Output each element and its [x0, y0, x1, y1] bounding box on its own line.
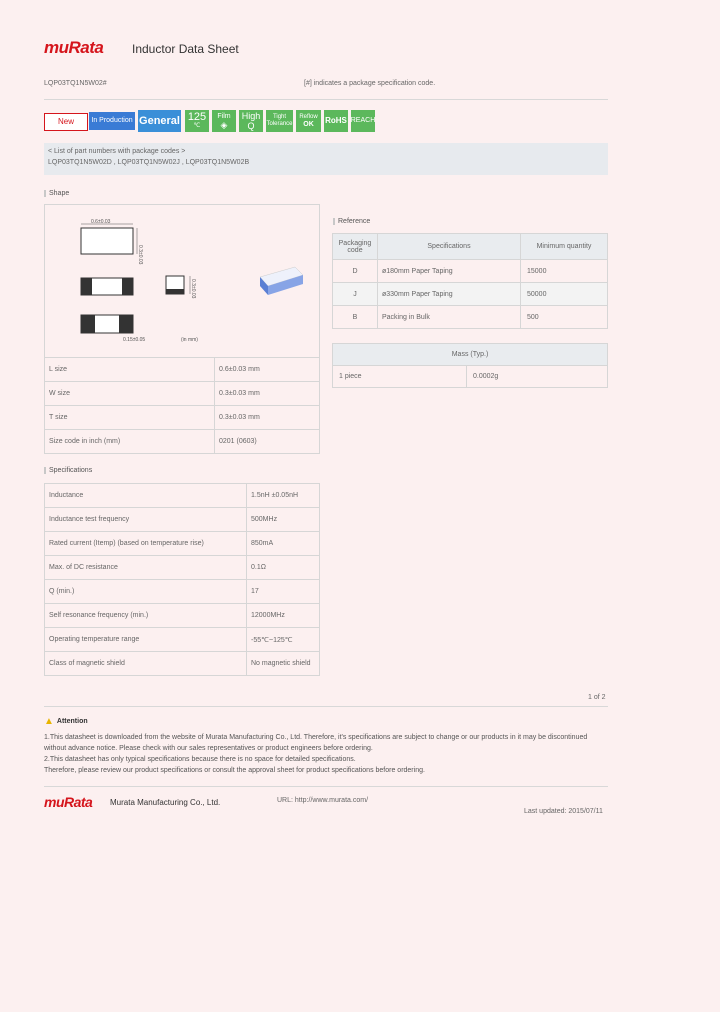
spec-name: Rated current (Itemp) (based on temperature rise) [45, 532, 247, 556]
attention-line: 1.This datasheet is downloaded from the website of Murata Manufacturing Co., Ltd. Therefore, it's specifications are subject to change or our products in it may be discontinued [44, 734, 588, 741]
temperature-value: 125 [187, 111, 207, 123]
mass-label: 1 piece [333, 366, 467, 388]
packaging-code: J [333, 283, 378, 306]
attention-text [44, 732, 610, 776]
mass-value: 0.0002g [467, 366, 608, 388]
packaging-code: B [333, 306, 378, 329]
mass-table [332, 343, 608, 388]
shape-row-name: L size [45, 358, 215, 382]
warning-icon: ▲ [44, 716, 54, 727]
top-view [81, 228, 133, 254]
package-list-label: < List of part numbers with package codes > [48, 148, 186, 155]
company-name: Murata Manufacturing Co., Ltd. [110, 798, 221, 807]
packaging-qty: 50000 [521, 283, 608, 306]
attention-line: Therefore, please review our product specifications or consult the approval sheet for product specifications before ordering. [44, 767, 425, 774]
spec-value: -55℃~125℃ [247, 628, 320, 652]
footer-divider [44, 786, 608, 787]
tight-tolerance-badge [266, 110, 293, 132]
spec-value: 500MHz [247, 508, 320, 532]
packaging-qty: 15000 [521, 260, 608, 283]
murata-logo: muRata [44, 38, 104, 57]
production-badge: In Production [89, 112, 135, 130]
dim-unit-label: (in mm) [181, 337, 198, 343]
spec-name: Max. of DC resistance [45, 556, 247, 580]
packaging-spec: Packing in Bulk [378, 306, 521, 329]
shape-row-value: 0.6±0.03 mm [215, 358, 320, 382]
packaging-spec: ø330mm Paper Taping [378, 283, 521, 306]
reflow-ok-badge [296, 110, 321, 132]
new-badge: New [44, 113, 88, 131]
attention-line: 2.This datasheet has only typical specifications because there is no space for detailed specifications. [44, 756, 356, 763]
table-row [45, 652, 320, 676]
shape-row-name: Size code in inch (mm) [45, 430, 215, 454]
attention-line: without advance notice. Please check with our sales representatives or product engineers before ordering. [44, 745, 373, 752]
header-divider [44, 99, 608, 100]
shape-drawing [44, 204, 320, 358]
spec-value: 0.1Ω [247, 556, 320, 580]
packaging-qty: 500 [521, 306, 608, 329]
last-updated: Last updated: 2015/07/11 [524, 808, 603, 815]
part-number: LQP03TQ1N5W02# [44, 80, 107, 87]
reflow-label: Reflow [299, 114, 318, 120]
dim-side-label: 0.3±0.03 [137, 245, 143, 265]
spec-name: Operating temperature range [45, 628, 247, 652]
table-row [333, 283, 608, 306]
page-number: 1 of 2 [588, 694, 606, 701]
spec-name: Inductance test frequency [45, 508, 247, 532]
reference-header: Specifications [378, 234, 521, 260]
package-list-box [44, 143, 608, 175]
table-row [45, 556, 320, 580]
spec-name: Class of magnetic shield [45, 652, 247, 676]
temperature-unit: ℃ [193, 123, 201, 129]
shape-table [44, 357, 320, 454]
company-url[interactable]: URL: http://www.murata.com/ [277, 797, 369, 804]
attention-heading [44, 716, 88, 727]
shape-row-name: W size [45, 382, 215, 406]
dim-top-label: 0.6±0.03 [91, 219, 111, 225]
temperature-badge [185, 110, 209, 132]
page-title: Inductor Data Sheet [132, 42, 239, 56]
spec-value: 12000MHz [247, 604, 320, 628]
spec-value: 850mA [247, 532, 320, 556]
attention-title: Attention [56, 718, 88, 725]
shape-row-value: 0201 (0603) [215, 430, 320, 454]
attention-divider [44, 706, 608, 707]
footer-logo: muRata [44, 794, 93, 810]
film-label: Film [217, 113, 231, 120]
table-row [333, 306, 608, 329]
reflow-ok-label: OK [303, 121, 314, 128]
shape-row-name: T size [45, 406, 215, 430]
dimension-drawing [45, 205, 319, 357]
reference-table [332, 233, 608, 329]
reach-badge: REACH [351, 110, 375, 132]
dim-height-label: 0.3±0.03 [190, 279, 196, 299]
packaging-spec: ø180mm Paper Taping [378, 260, 521, 283]
spec-value: No magnetic shield [247, 652, 320, 676]
spec-name: Q (min.) [45, 580, 247, 604]
shape-row-value: 0.3±0.03 mm [215, 406, 320, 430]
shape-section-title: Shape [44, 190, 69, 197]
table-row [45, 604, 320, 628]
rohs-badge: RoHS [324, 110, 348, 132]
dim-bottom-label: 0.15±0.05 [123, 337, 146, 343]
reference-header: Packaging code [333, 234, 378, 260]
package-note: [#] indicates a package specification code. [304, 80, 436, 87]
tight-label: Tight [272, 114, 287, 120]
package-list-parts[interactable]: LQP03TQ1N5W02D , LQP03TQ1N5W02J , LQP03TQ1N5W02B [48, 159, 250, 166]
table-row [45, 580, 320, 604]
table-row [45, 484, 320, 508]
specifications-section-title: Specifications [44, 467, 92, 474]
spec-name: Self resonance frequency (min.) [45, 604, 247, 628]
film-badge [212, 110, 236, 132]
reference-section-title: Reference [333, 218, 370, 225]
high-q-label: High [241, 111, 261, 121]
table-row [45, 628, 320, 652]
packaging-code: D [333, 260, 378, 283]
specifications-table [44, 483, 320, 676]
spec-name: Inductance [45, 484, 247, 508]
high-q-badge [239, 110, 263, 132]
shape-row-value: 0.3±0.03 mm [215, 382, 320, 406]
film-icon: ◈ [220, 120, 228, 130]
spec-value: 17 [247, 580, 320, 604]
table-row [45, 532, 320, 556]
table-row [45, 508, 320, 532]
table-row [333, 260, 608, 283]
spec-value: 1.5nH ±0.05nH [247, 484, 320, 508]
reference-header: Minimum quantity [521, 234, 608, 260]
tolerance-label: Tolerance [266, 121, 293, 127]
high-q-letter: Q [247, 121, 255, 131]
general-badge: General [138, 110, 181, 132]
mass-header: Mass (Typ.) [333, 344, 608, 366]
